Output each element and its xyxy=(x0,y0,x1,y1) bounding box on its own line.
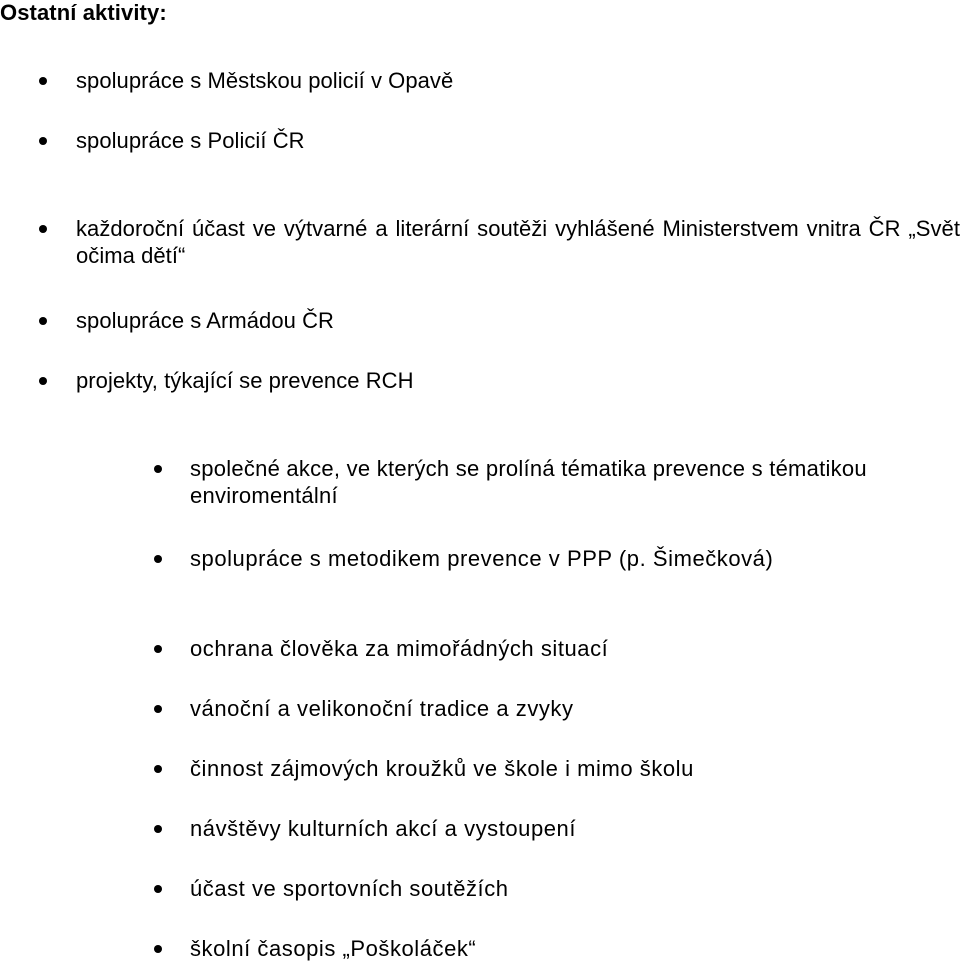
list-item-text: spolupráce s Městskou policií v Opavě xyxy=(76,68,454,93)
list-item-text: projekty, týkající se prevence RCH xyxy=(76,368,414,393)
list-item xyxy=(76,307,960,334)
bullet-icon xyxy=(154,555,162,563)
bullet-icon xyxy=(154,885,162,893)
bullet-icon xyxy=(154,645,162,653)
section-heading: Ostatní aktivity: xyxy=(0,0,167,25)
list-item xyxy=(190,635,960,662)
list-item xyxy=(190,755,960,782)
list-item-text: spolupráce s metodikem prevence v PPP (p. Šimečková) xyxy=(190,546,774,571)
bullet-icon xyxy=(154,705,162,713)
list-item-text: účast ve sportovních soutěžích xyxy=(190,876,509,901)
bullet-icon xyxy=(39,77,47,85)
bullet-icon xyxy=(39,225,47,233)
list-item-text: společné akce, ve kterých se prolíná tématika prevence s tématikou enviromentální xyxy=(190,456,867,508)
list-item-text: činnost zájmových kroužků ve škole i mimo školu xyxy=(190,756,694,781)
bullet-icon xyxy=(154,945,162,953)
bullet-icon xyxy=(154,465,162,473)
list-item-text: spolupráce s Policií ČR xyxy=(76,128,305,153)
list-item-text: vánoční a velikonoční tradice a zvyky xyxy=(190,696,574,721)
bullet-icon xyxy=(39,377,47,385)
list-item-text: ochrana člověka za mimořádných situací xyxy=(190,636,609,661)
list-item xyxy=(190,815,960,842)
bullet-icon xyxy=(154,765,162,773)
list-item xyxy=(190,935,960,962)
list-item-text: spolupráce s Armádou ČR xyxy=(76,308,334,333)
list-item xyxy=(76,215,960,269)
list-item-text: školní časopis „Poškoláček“ xyxy=(190,936,477,961)
list-item-text: návštěvy kulturních akcí a vystoupení xyxy=(190,816,576,841)
list-item xyxy=(76,367,960,394)
list-item xyxy=(190,455,960,509)
list-item xyxy=(190,545,960,572)
list-item-text: každoroční účast ve výtvarné a literární soutěži vyhlášené Ministerstvem vnitra ČR „Svět očima dětí“ xyxy=(76,216,960,268)
bullet-icon xyxy=(39,137,47,145)
list-item xyxy=(76,127,960,154)
bullet-icon xyxy=(154,825,162,833)
list-item xyxy=(76,67,960,94)
list-item xyxy=(190,875,960,902)
bullet-icon xyxy=(39,317,47,325)
list-item xyxy=(190,695,960,722)
